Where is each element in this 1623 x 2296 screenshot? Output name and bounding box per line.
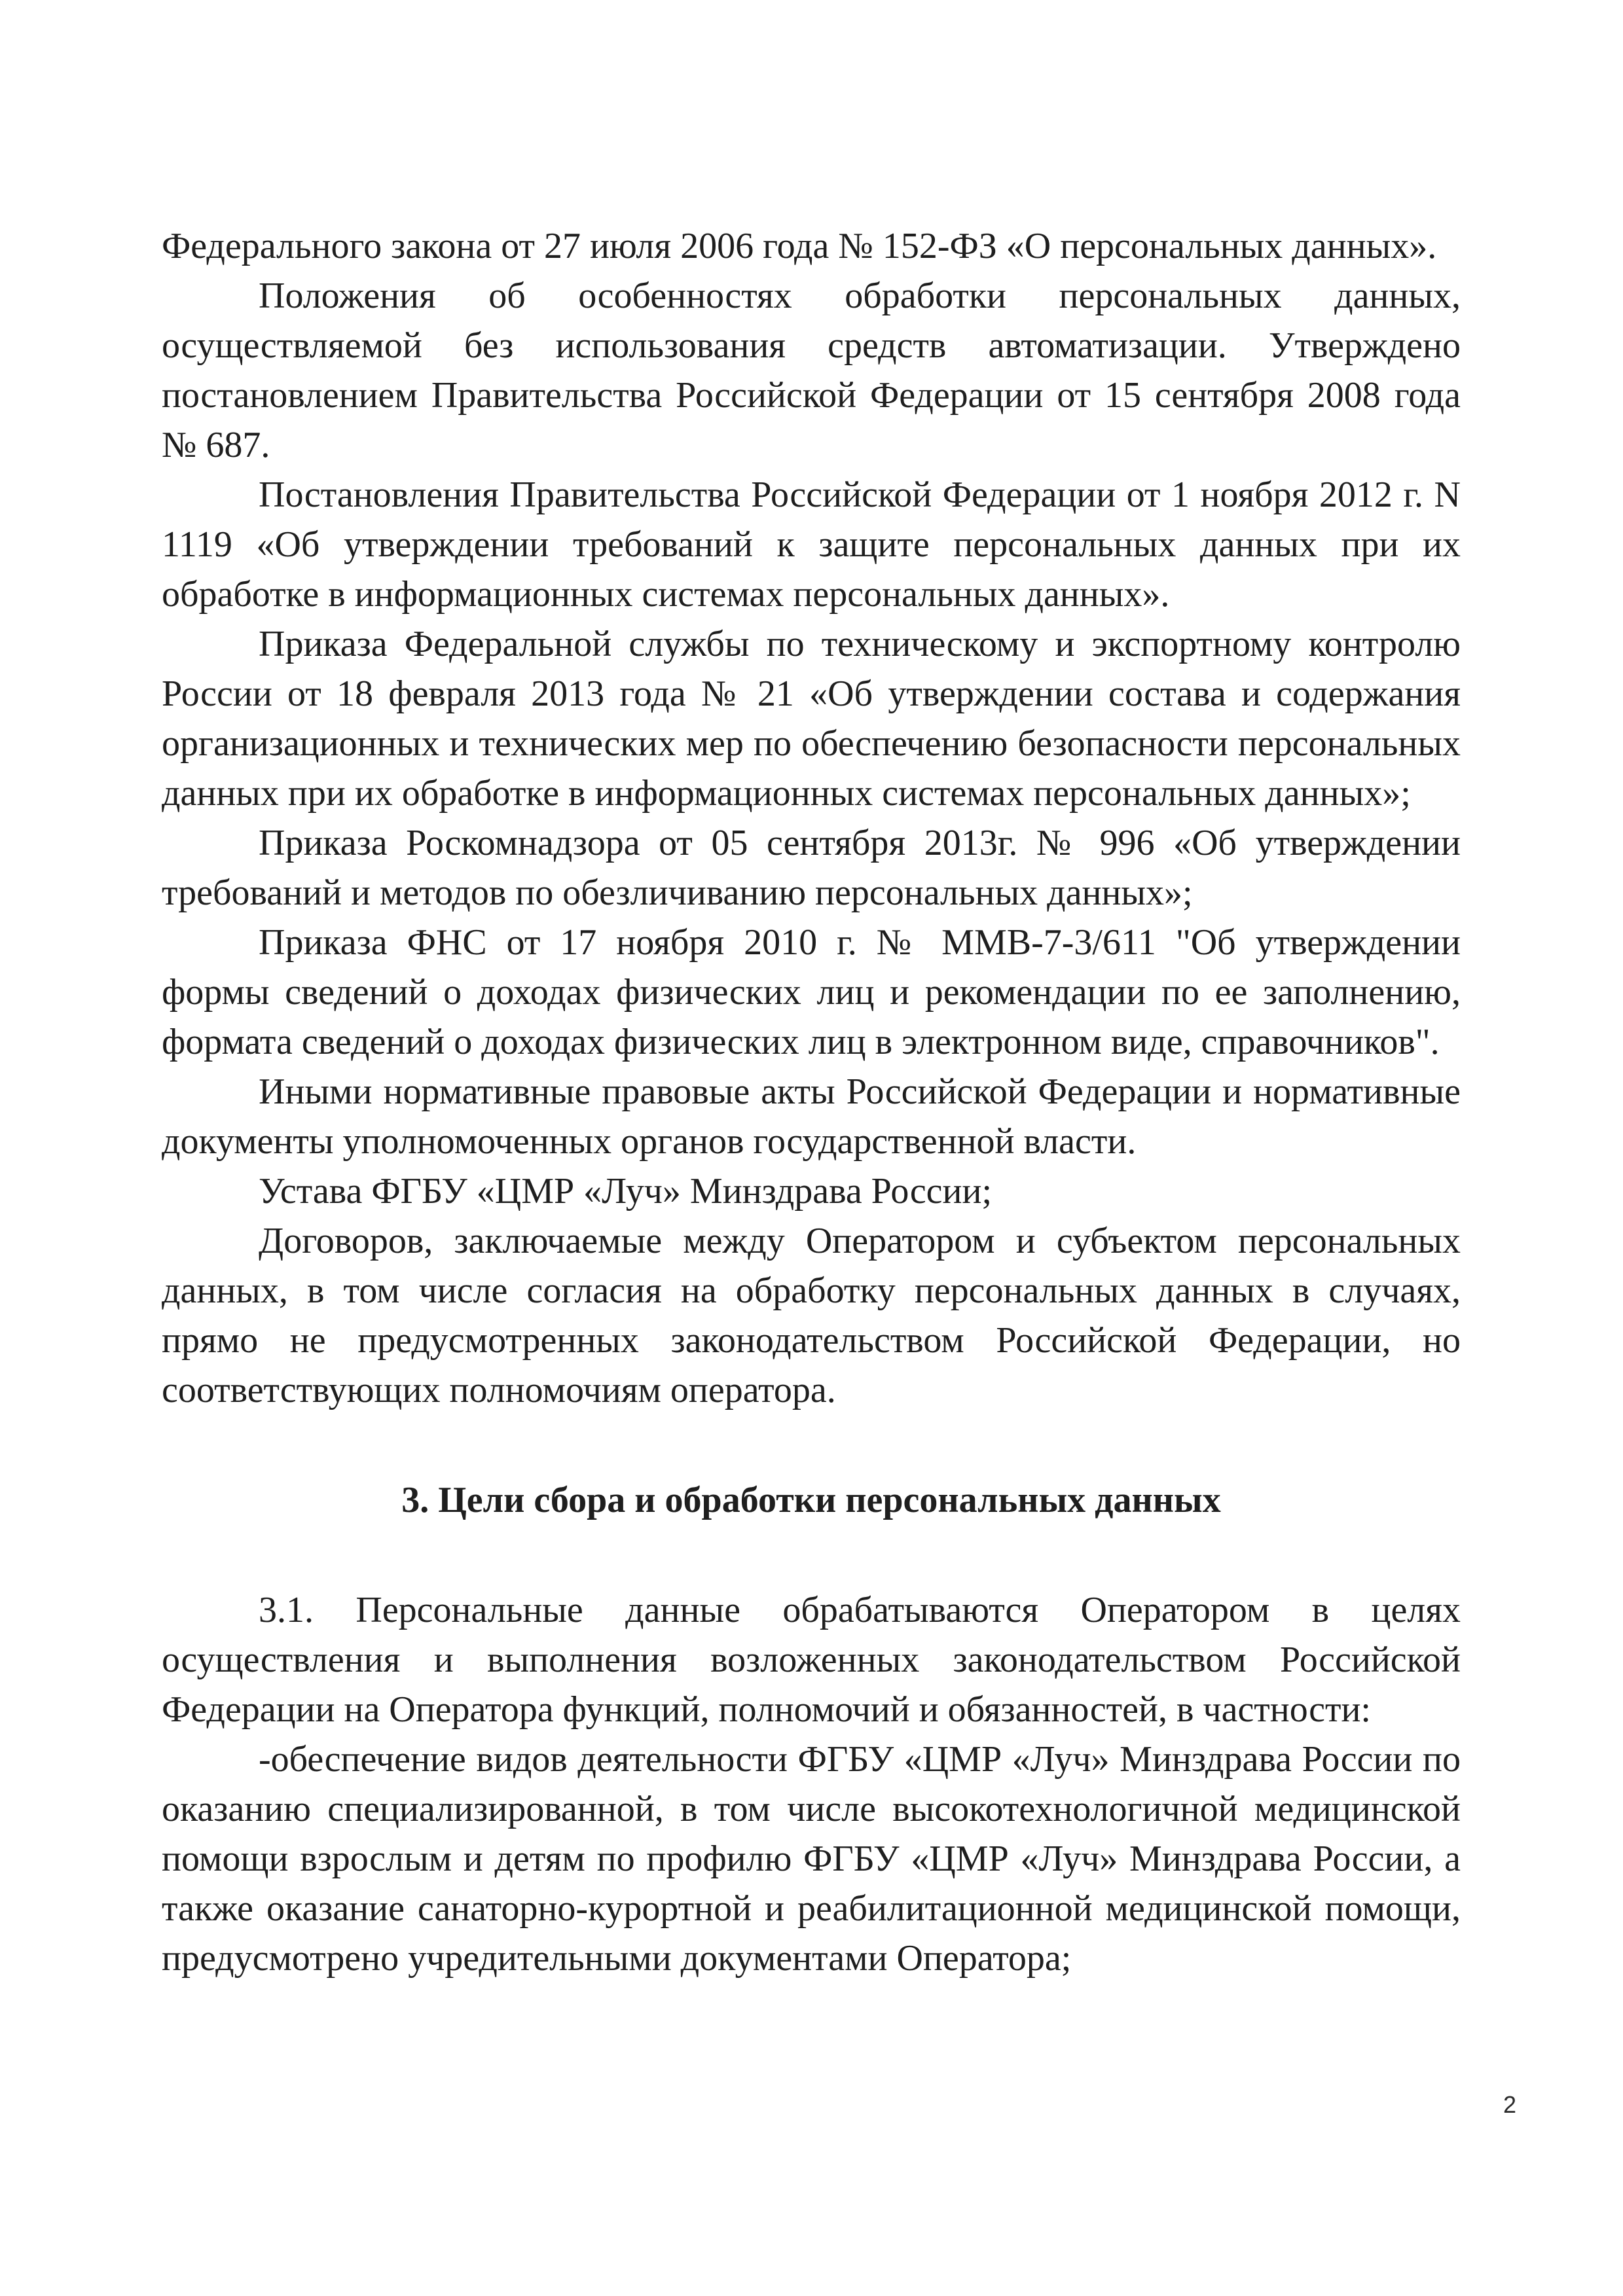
paragraph-activity-support: -обеспечение видов деятельности ФГБУ «ЦМР «Луч» Минздрава России по оказанию специализированной, в том числе высокотехнологичной медицинской помощи взрослым и детям по профилю ФГБУ «ЦМР «Луч» Минздрава России, а также оказание санаторно-курортной и реабилитационной медицинской помощи, предусмотрено учредительными документами Оператора; (162, 1739, 1461, 1979)
section-heading: 3. Цели сбора и обработки персональных данных (401, 1480, 1221, 1520)
paragraph-contracts: Договоров, заключаемые между Оператором и субъектом персональных данных, в том числе согласия на обработку персональных данных в случаях, прямо не предусмотренных законодательством Российской Федерации, но соответствующих полномочиям оператора. (162, 1221, 1461, 1410)
paragraph-roskomnadzor-order-996: Приказа Роскомнадзора от 05 сентября 2013г. № 996 «Об утверждении требований и методов по обезличиванию персональных данных»; (162, 823, 1461, 913)
paragraph-regulation-without-automation: Положения об особенностях обработки персональных данных, осуществляемой без использования средств автоматизации. Утверждено постановлением Правительства Российской Федерации от 15 сентября 2008 года № 687. (162, 276, 1461, 465)
paragraph-federal-law-continuation: Федерального закона от 27 июля 2006 года № 152-ФЗ «О персональных данных». (162, 226, 1437, 266)
page-number: 2 (1503, 2091, 1517, 2118)
paragraph-other-legal-acts: Иными нормативные правовые акты Российской Федерации и нормативные документы уполномоченных органов государственной власти. (162, 1071, 1461, 1162)
document-body (162, 221, 1461, 1983)
paragraph-purpose-3-1: 3.1. Персональные данные обрабатываются Оператором в целях осуществления и выполнения возложенных законодательством Российской Федерации на Оператора функций, полномочий и обязанностей, в частности: (162, 1590, 1461, 1730)
paragraph-fstek-order-21: Приказа Федеральной службы по техническому и экспортному контролю России от 18 февраля 2013 года № 21 «Об утверждении состава и содержания организационных и технических мер по обеспечению безопасности персональных данных при их обработке в информационных системах персональных данных»; (162, 624, 1461, 814)
paragraph-government-decree-1119: Постановления Правительства Российской Федерации от 1 ноября 2012 г. N 1119 «Об утверждении требований к защите персональных данных при их обработке в информационных системах персональных данных». (162, 475, 1461, 615)
paragraph-charter: Устава ФГБУ «ЦМР «Луч» Минздрава России; (259, 1171, 993, 1211)
paragraph-fns-order: Приказа ФНС от 17 ноября 2010 г. № ММВ-7-3/611 "Об утверждении формы сведений о доходах физических лиц и рекомендации по ее заполнению, формата сведений о доходах физических лиц в электронном виде, справочников". (162, 922, 1461, 1062)
